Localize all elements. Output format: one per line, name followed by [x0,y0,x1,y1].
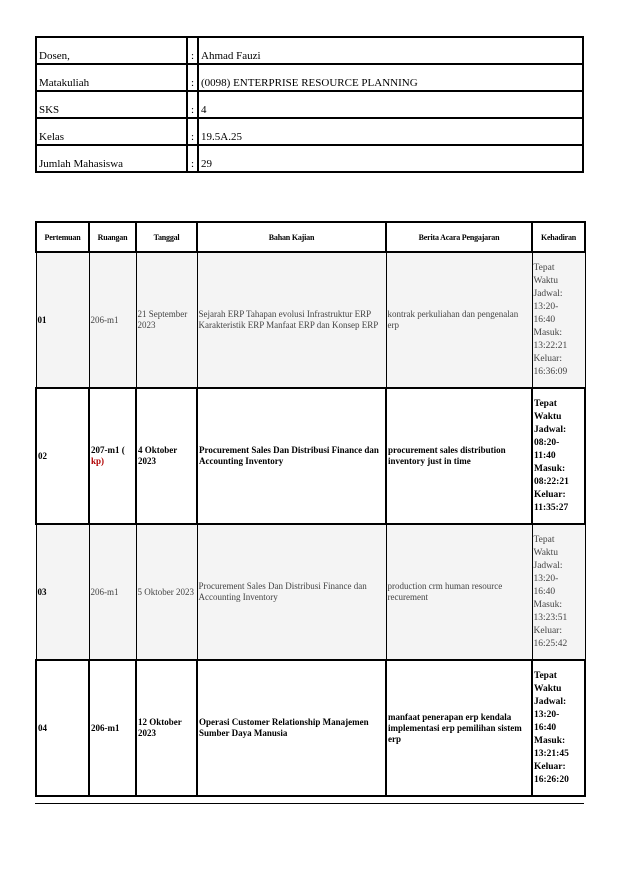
kehadiran-line: Masuk: [533,599,562,610]
kehadiran-line: Masuk: [534,463,566,474]
pertemuan-number: 03 [36,524,89,660]
kehadiran-line: Jadwal: [534,424,567,435]
berita-acara-cell: manfaat penerapan erp kendala implementasi erp pemilihan sistem erp [386,660,532,796]
kehadiran-line: 16:36:09 [533,366,568,377]
kehadiran-line: Waktu [534,683,562,694]
info-label: Jumlah Mahasiswa [36,145,187,172]
table-continuation-line [35,803,584,804]
ruangan-cell [89,252,136,388]
berita-acara-cell: procurement sales distribution inventory just in time [386,388,532,524]
kehadiran-line: 16:26:20 [534,774,569,785]
kehadiran-line: Tepat [533,262,555,273]
info-separator: : [187,91,198,118]
info-separator: : [187,118,198,145]
ruangan-cell [89,524,136,660]
kehadiran-line: Jadwal: [533,560,563,571]
kehadiran-line: 11:35:27 [534,502,569,513]
info-label: Kelas [36,118,187,145]
kehadiran-line: 16:25:42 [533,638,568,649]
info-row [36,118,583,145]
kehadiran-line: Waktu [533,275,559,286]
kehadiran-line: 16:40 [533,586,556,597]
kehadiran-line: 13:21:45 [534,748,569,759]
kehadiran-line: Waktu [534,411,562,422]
ruangan-cell [89,660,136,796]
kehadiran-cell [532,388,585,524]
kehadiran-line: 08:22:21 [534,476,569,487]
info-row [36,145,583,172]
info-row [36,64,583,91]
header-tanggal: Tanggal [136,222,197,252]
kehadiran-cell [532,252,585,388]
table-row [36,388,585,524]
info-label: Matakuliah [36,64,187,91]
kehadiran-line: Keluar: [534,489,566,500]
berita-acara-cell: kontrak perkuliahan dan pengenalan erp [386,252,532,388]
tanggal-cell: 12 Oktober 2023 [136,660,197,796]
pertemuan-number: 02 [36,388,89,524]
table-row [36,660,585,796]
bahan-kajian-cell: Operasi Customer Relationship Manajemen Sumber Daya Manusia [197,660,386,796]
header-bahan-kajian: Bahan Kajian [197,222,386,252]
info-value: 29 [198,145,583,172]
info-value: Ahmad Fauzi [198,37,583,64]
course-info-table [35,36,584,173]
kehadiran-line: Jadwal: [534,696,567,707]
kehadiran-line: Keluar: [533,353,562,364]
room-code: 206-m1 [90,314,119,325]
info-separator: : [187,37,198,64]
header-berita-acara: Berita Acara Pengajaran [386,222,532,252]
kehadiran-line: Tepat [533,534,555,545]
pertemuan-number: 04 [36,660,89,796]
info-separator: : [187,145,198,172]
pertemuan-number: 01 [36,252,89,388]
room-code: 206-m1 [91,722,120,733]
header-kehadiran: Kehadiran [532,222,585,252]
info-separator: : [187,64,198,91]
kehadiran-line: 13:22:21 [533,340,568,351]
header-ruangan: Ruangan [89,222,136,252]
header-pertemuan: Pertemuan [36,222,89,252]
kehadiran-line: Jadwal: [533,288,563,299]
tanggal-cell: 5 Oktober 2023 [136,524,197,660]
tanggal-cell: 4 Oktober 2023 [136,388,197,524]
kehadiran-line: Keluar: [534,761,566,772]
info-row [36,91,583,118]
info-value: 19.5A.25 [198,118,583,145]
kehadiran-cell [532,660,585,796]
kehadiran-line: 11:40 [534,450,556,461]
kehadiran-line: Waktu [533,547,559,558]
bahan-kajian-cell: Procurement Sales Dan Distribusi Finance dan Accounting Inventory [197,388,386,524]
kehadiran-line: Tepat [534,398,557,409]
berita-acara-cell: production crm human resource recurement [386,524,532,660]
kehadiran-line: Tepat [534,670,557,681]
schedule-table [35,221,586,797]
kehadiran-line: 16:40 [534,722,557,733]
room-code: 206-m1 [90,586,119,597]
kehadiran-line: Keluar: [533,625,562,636]
info-row [36,37,583,64]
bahan-kajian-cell: Procurement Sales Dan Distribusi Finance dan Accounting Inventory [197,524,386,660]
info-label: Dosen, [36,37,187,64]
info-value: 4 [198,91,583,118]
info-value: (0098) ENTERPRISE RESOURCE PLANNING [198,64,583,91]
ruangan-cell [89,388,136,524]
kehadiran-line: 13:20- [534,709,560,720]
table-row [36,524,585,660]
kehadiran-line: Masuk: [534,735,566,746]
tanggal-cell: 21 September 2023 [136,252,197,388]
kehadiran-line: 13:20- [533,573,559,584]
kehadiran-cell [532,524,585,660]
room-code: 207-m1 ( [91,445,125,455]
bahan-kajian-cell: Sejarah ERP Tahapan evolusi Infrastruktur ERP Karakteristik ERP Manfaat ERP dan Konsep ERP [197,252,386,388]
kehadiran-line: 13:20- [533,301,559,312]
kehadiran-line: 08:20- [534,437,560,448]
info-label: SKS [36,91,187,118]
schedule-header-row [36,222,585,252]
kehadiran-line: 13:23:51 [533,612,568,623]
table-row [36,252,585,388]
kehadiran-line: 16:40 [533,314,556,325]
kehadiran-line: Masuk: [533,327,562,338]
room-note: kp) [91,456,105,466]
